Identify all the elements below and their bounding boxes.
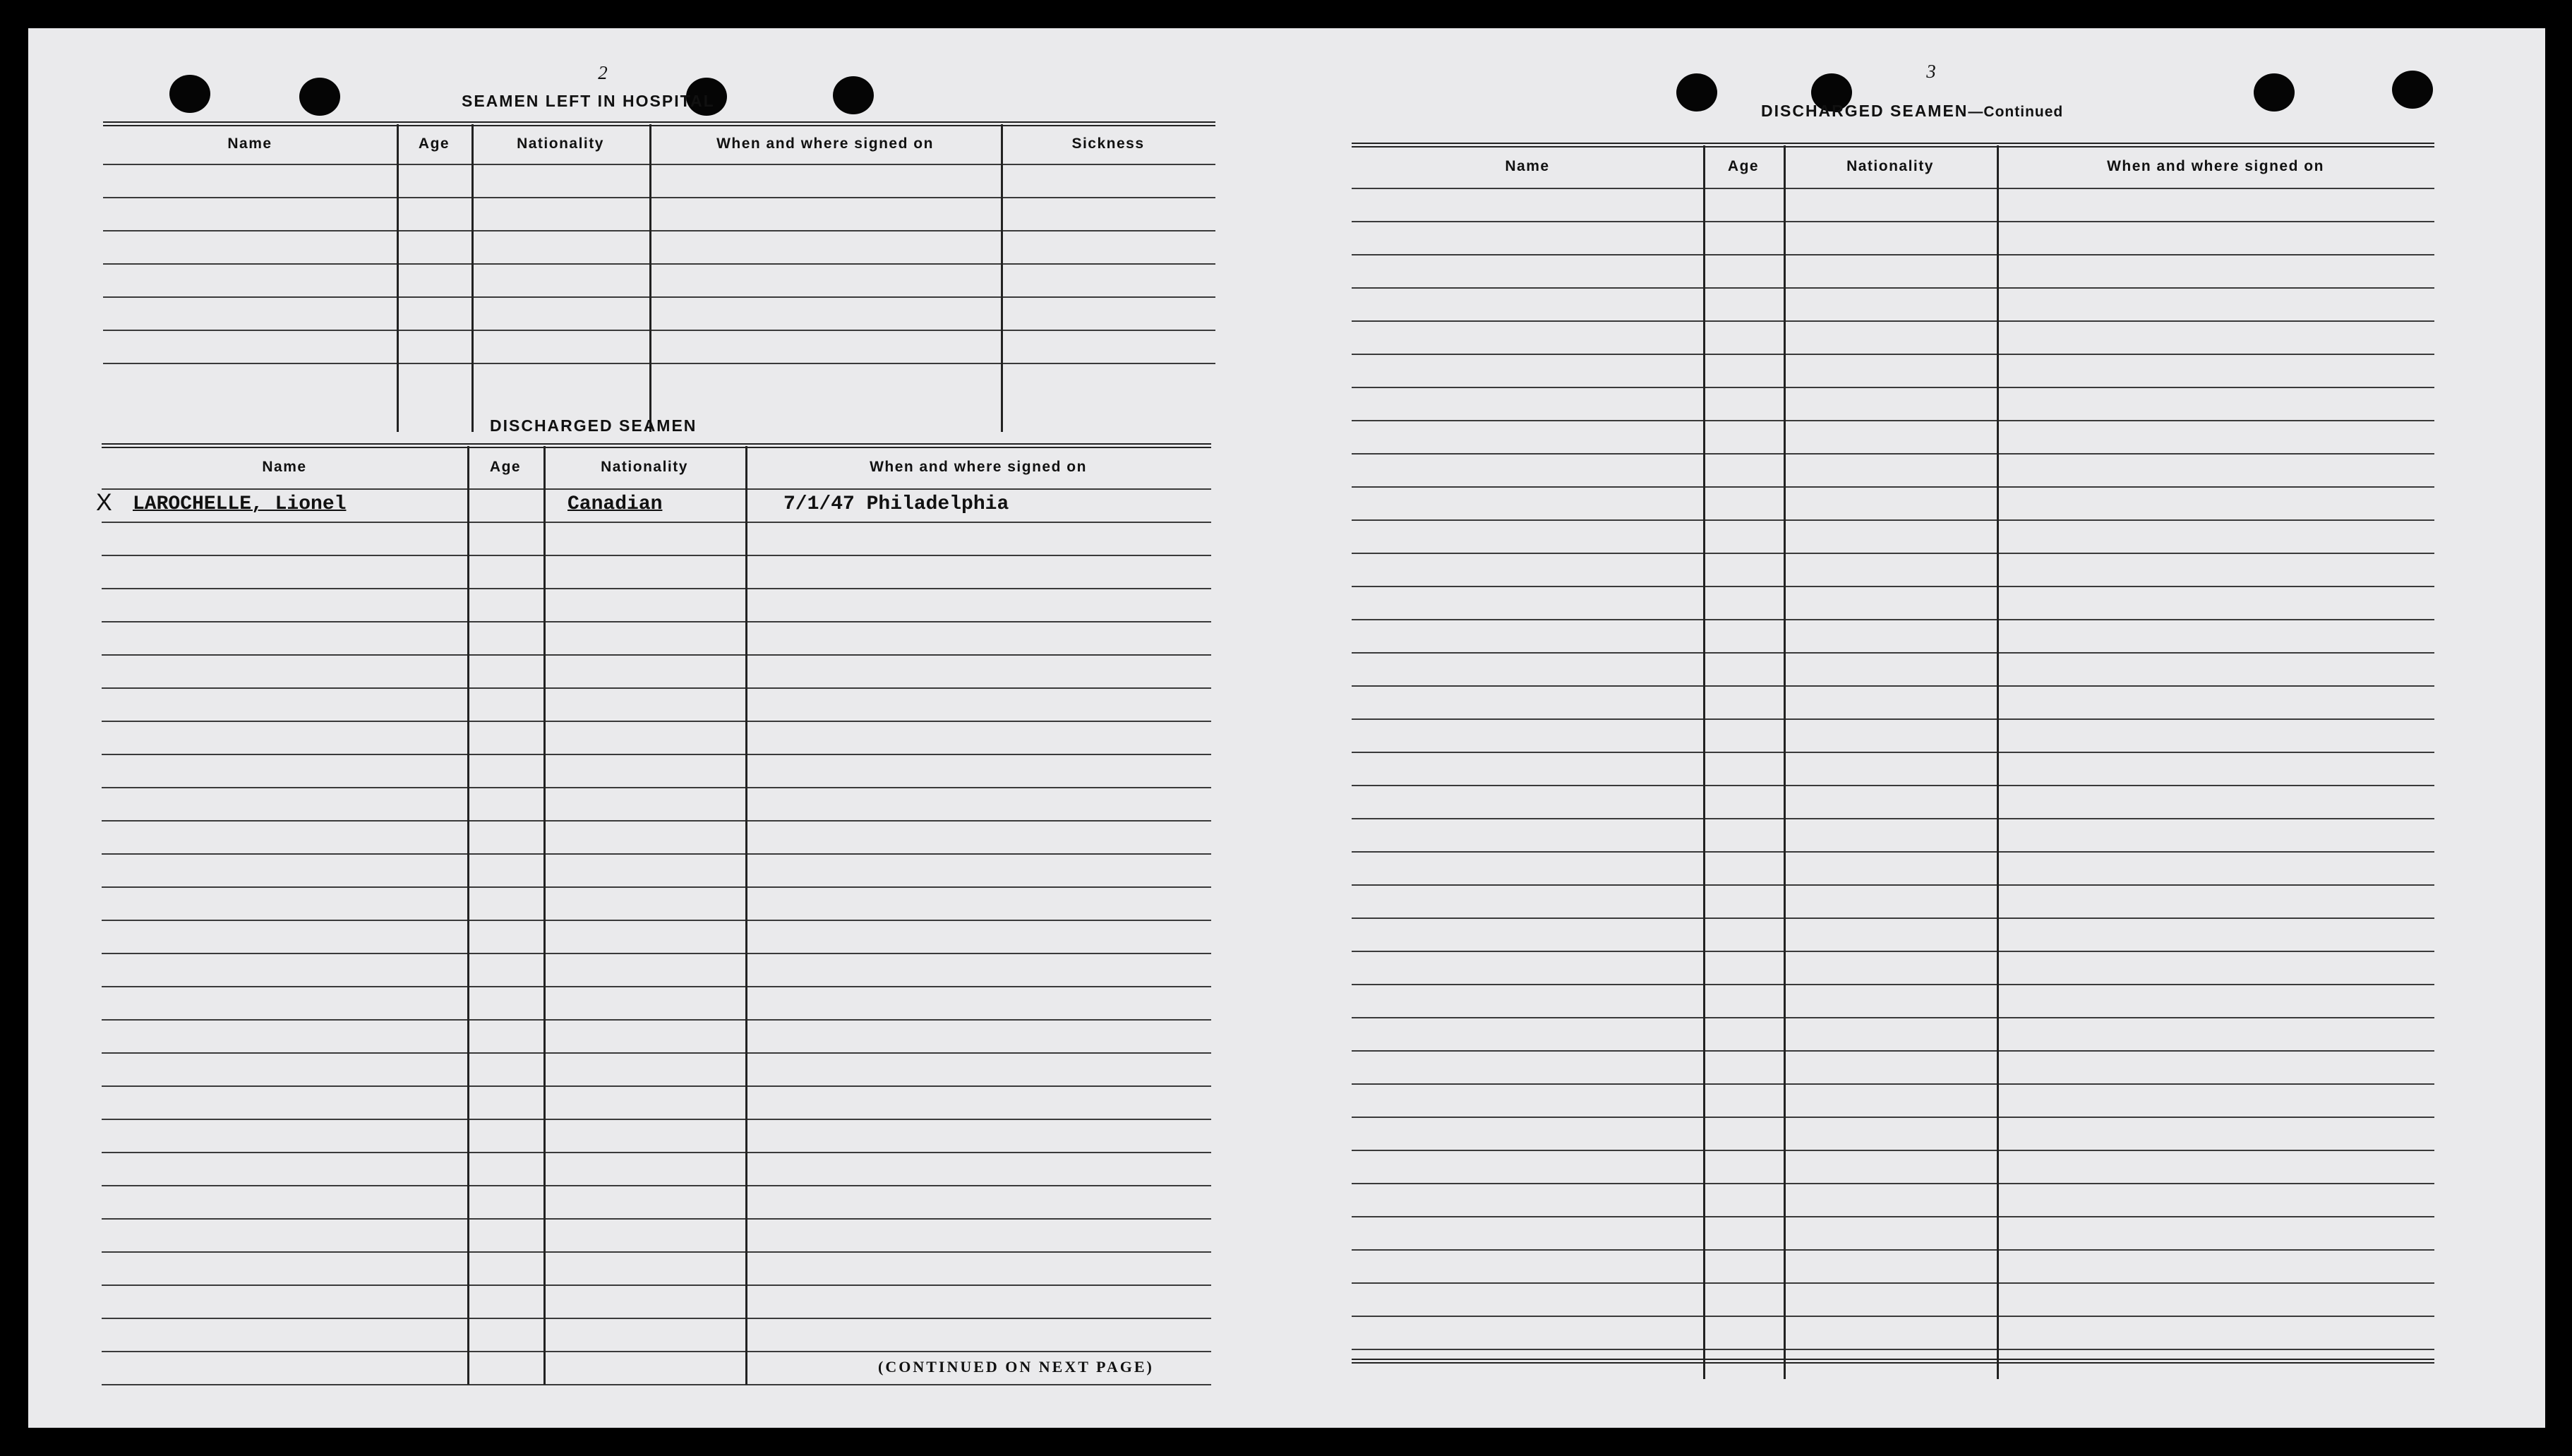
column-divider — [543, 446, 546, 1385]
row-rule — [1352, 586, 2434, 587]
row-rule — [102, 1351, 1211, 1352]
row-rule — [1352, 685, 2434, 687]
column-divider — [1997, 145, 1999, 1379]
column-divider — [649, 124, 651, 432]
row-rule — [103, 296, 1215, 298]
row-rule — [1352, 1249, 2434, 1251]
row-rule — [102, 687, 1211, 689]
row-rule — [102, 1052, 1211, 1054]
table-top-rule — [102, 443, 1211, 448]
discharged-table — [96, 443, 1211, 1388]
seaman-signed-on: 7/1/47 Philadelphia — [783, 493, 1009, 515]
discharged-continued-title — [1761, 102, 2063, 121]
row-rule — [102, 621, 1211, 622]
row-rule — [103, 330, 1215, 331]
column-header-nationality: Nationality — [1846, 158, 1934, 174]
hospital-table — [103, 121, 1215, 432]
punch-hole — [169, 75, 210, 113]
section-title-suffix: —Continued — [1968, 104, 2064, 120]
punch-hole — [299, 78, 340, 116]
row-rule — [103, 230, 1215, 231]
row-rule — [1352, 851, 2434, 853]
row-rule — [103, 197, 1215, 198]
row-rule — [102, 1119, 1211, 1120]
row-rule — [1352, 718, 2434, 720]
row-rule — [102, 953, 1211, 954]
row-rule — [102, 920, 1211, 921]
row-rule — [1352, 884, 2434, 886]
punch-hole — [2254, 73, 2295, 112]
row-rule — [102, 1218, 1211, 1220]
row-rule — [1352, 320, 2434, 322]
row-rule — [102, 555, 1211, 556]
header-rule — [102, 488, 1211, 490]
punch-hole — [833, 76, 874, 114]
discharged-section-title: DISCHARGED SEAMEN — [490, 416, 697, 435]
row-rule — [1352, 1349, 2434, 1350]
row-rule — [1352, 1083, 2434, 1085]
hospital-section-title: SEAMEN LEFT IN HOSPITAL — [462, 92, 715, 110]
row-rule — [1352, 619, 2434, 620]
row-rule — [1352, 1150, 2434, 1151]
row-rule — [102, 654, 1211, 656]
column-header-nationality: Nationality — [517, 136, 604, 152]
header-rule — [103, 164, 1215, 165]
row-rule — [1352, 785, 2434, 786]
page-number: 3 — [1926, 61, 1936, 82]
section-title-text: DISCHARGED SEAMEN — [1761, 102, 1969, 120]
punch-hole — [1676, 73, 1717, 112]
column-divider — [1784, 145, 1786, 1379]
row-rule — [102, 754, 1211, 755]
row-rule — [102, 1251, 1211, 1253]
column-divider — [467, 446, 469, 1385]
row-rule — [102, 721, 1211, 722]
row-rule — [1352, 818, 2434, 819]
punch-hole — [2392, 71, 2433, 109]
row-rule — [1352, 221, 2434, 222]
continued-footer: (CONTINUED ON NEXT PAGE) — [878, 1358, 1154, 1376]
column-header-nationality: Nationality — [601, 459, 688, 475]
row-rule — [1352, 1282, 2434, 1284]
row-rule — [1352, 1183, 2434, 1184]
row-rule — [1352, 387, 2434, 388]
row-rule — [1352, 917, 2434, 919]
column-divider — [1703, 145, 1705, 1379]
column-header-when-and-where-signed-on: When and where signed on — [870, 459, 1087, 475]
column-header-age: Age — [418, 136, 450, 152]
column-header-age: Age — [489, 459, 522, 475]
table-bottom-rule — [1352, 1359, 2434, 1364]
row-rule — [103, 263, 1215, 265]
row-rule — [102, 1284, 1211, 1286]
column-header-sickness: Sickness — [1071, 136, 1145, 152]
row-rule — [102, 886, 1211, 888]
column-divider — [745, 446, 747, 1385]
page-number: 2 — [598, 62, 608, 83]
row-rule — [1352, 486, 2434, 488]
row-rule — [1352, 1316, 2434, 1317]
row-rule — [102, 1318, 1211, 1319]
row-rule — [1352, 287, 2434, 289]
row-rule — [1352, 519, 2434, 521]
row-rule — [102, 522, 1211, 523]
row-rule — [1352, 354, 2434, 355]
column-header-name: Name — [1505, 158, 1550, 174]
row-rule — [102, 820, 1211, 822]
table-top-rule — [103, 121, 1215, 126]
row-rule — [102, 986, 1211, 987]
row-rule — [1352, 1017, 2434, 1018]
row-rule — [1352, 984, 2434, 985]
row-rule — [102, 1019, 1211, 1021]
left-page — [28, 28, 1287, 1428]
row-rule — [1352, 1216, 2434, 1217]
row-rule — [102, 853, 1211, 855]
column-header-when-and-where-signed-on: When and where signed on — [716, 136, 934, 152]
header-rule — [1352, 188, 2434, 189]
seaman-name: LAROCHELLE, Lionel — [133, 493, 347, 515]
seaman-nationality: Canadian — [567, 493, 663, 515]
column-divider — [1001, 124, 1003, 432]
document-sheet — [28, 28, 2545, 1428]
row-rule — [1352, 1117, 2434, 1118]
row-rule — [1352, 420, 2434, 421]
right-page — [1287, 28, 2545, 1428]
row-rule — [1352, 254, 2434, 255]
row-rule — [1352, 1050, 2434, 1052]
row-rule — [102, 1085, 1211, 1087]
row-rule — [1352, 652, 2434, 654]
row-rule — [102, 1384, 1211, 1385]
row-rule — [102, 1185, 1211, 1186]
table-top-rule — [1352, 143, 2434, 148]
row-rule — [102, 1152, 1211, 1153]
row-rule — [1352, 553, 2434, 554]
column-divider — [471, 124, 474, 432]
column-header-age: Age — [1727, 158, 1760, 174]
column-header-when-and-where-signed-on: When and where signed on — [2107, 158, 2324, 174]
discharged-continued-table — [1352, 143, 2434, 1386]
row-rule — [1352, 453, 2434, 455]
check-mark: X — [96, 489, 112, 516]
column-header-name: Name — [262, 459, 307, 475]
column-divider — [397, 124, 399, 432]
row-rule — [103, 363, 1215, 364]
row-rule — [1352, 951, 2434, 952]
column-header-name: Name — [227, 136, 272, 152]
row-rule — [102, 588, 1211, 589]
row-rule — [102, 787, 1211, 788]
row-rule — [1352, 752, 2434, 753]
